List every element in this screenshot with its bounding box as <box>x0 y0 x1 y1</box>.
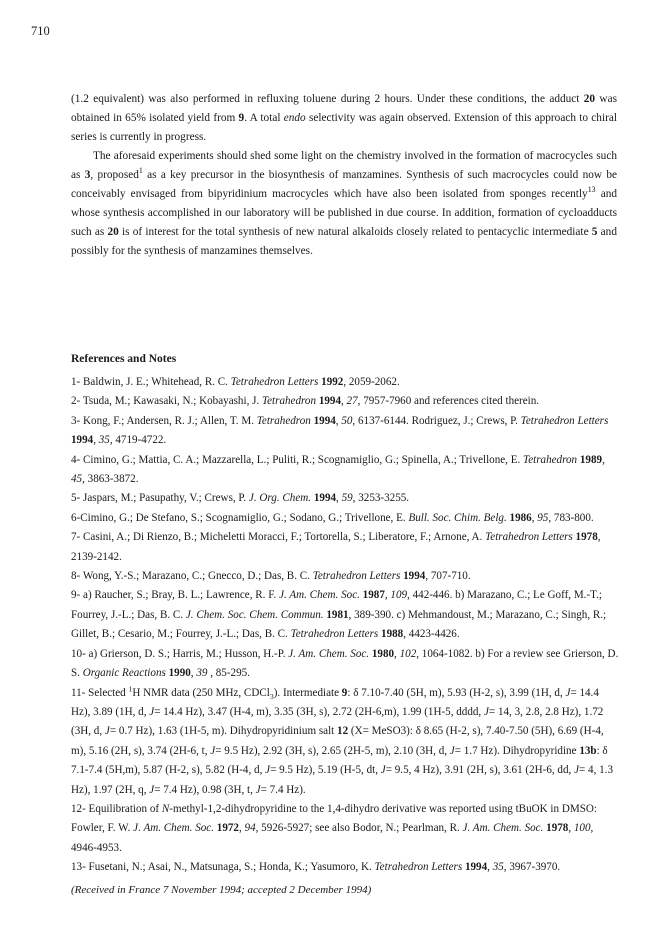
bold-run: 1972 <box>216 822 239 835</box>
italic-run: J <box>380 764 386 777</box>
text-run: 3- Kong, F.; Andersen, R. J.; Allen, T. M. <box>71 414 257 427</box>
italic-run: Bull. Soc. Chim. Belg. <box>408 511 507 524</box>
text-run: = 14, 3, 2.8, 2.8 Hz), 1.72 (3H, d, <box>71 705 604 738</box>
italic-run: J <box>265 764 271 777</box>
text-run: , 4719-4722. <box>109 434 167 447</box>
text-run: 8- Wong, Y.-S.; Marazano, C.; Gnecco, D.; Das, B. C. <box>71 570 313 583</box>
italic-run: Tetrahedron <box>261 395 317 408</box>
text-run: 6-Cimino, G.; De Stefano, S.; Scognamiglio, G.; Sodano, G.; Trivellone, E. <box>71 511 409 524</box>
text-run: , proposed <box>90 169 139 181</box>
italic-run: Tetrahedron <box>523 453 578 466</box>
text-run: , <box>190 667 197 680</box>
text-run: , 442-446. b) Marazano, C.; Le Goff, M.-T.; Fourrey, J.-L.; Das, B. C. <box>71 589 602 621</box>
text-run: (1.2 equivalent) was also performed in refluxing toluene during 2 hours. Under these conditions, the adduct <box>71 93 584 105</box>
text-run: , <box>384 589 391 602</box>
text-run: 2- Tsuda, M.; Kawasaki, N.; Kobayashi, J. <box>71 395 262 408</box>
italic-run: 100 <box>573 822 591 835</box>
text-run: , <box>394 647 400 660</box>
text-run: 13- Fusetani, N.; Asai, N., Matsunaga, S.; Honda, K.; Yasumoro, K. <box>71 861 375 874</box>
text-run: : δ 7.1-7.4 (5H,m), 5.87 (H-2, s), 5.82 (H-4, d, <box>71 744 608 777</box>
italic-run: 27 <box>346 395 358 408</box>
italic-run: J. Chem. Soc. Chem. Commun. <box>185 608 324 621</box>
text-run: , <box>602 453 605 466</box>
bold-run: 1978 <box>575 531 598 544</box>
text-run: , 7957-7960 and references cited therein. <box>357 395 540 408</box>
italic-run: J. Am. Chem. Soc. <box>462 822 544 835</box>
text-run: , <box>487 861 493 874</box>
text-run: = 7.4 Hz), 0.98 (3H, t, <box>154 783 256 796</box>
bold-run: 20 <box>107 226 119 238</box>
superscript-run: 13 <box>587 185 596 195</box>
bold-run: 1990 <box>168 667 191 680</box>
italic-run: 35 <box>492 861 504 874</box>
bold-run: 1994 <box>71 434 94 447</box>
text-run: , <box>568 822 574 835</box>
text-run: 12- Equilibration of <box>71 802 162 815</box>
text-run: = 9.5, 4 Hz), 3.91 (2H, s), 3.61 (2H-6, dd, <box>385 764 575 777</box>
text-run: , 5926-5927; see also Bodor, N.; Pearlman, R. <box>255 822 463 835</box>
italic-run: 39 <box>196 667 208 680</box>
bold-run: 1978 <box>546 822 569 835</box>
text-run: , <box>93 434 99 447</box>
references-heading: References and Notes <box>71 353 177 365</box>
reference-item <box>71 858 619 877</box>
bold-run: 1981 <box>326 608 349 621</box>
text-run: , 3253-3255. <box>352 492 410 505</box>
text-run: The aforesaid experiments should shed some light on the chemistry involved in the formation of macrocycles such as <box>71 150 617 181</box>
italic-run: J <box>210 744 216 757</box>
italic-run: J <box>483 705 489 718</box>
italic-run: J. Am. Chem. Soc. <box>133 822 214 835</box>
bold-run: 1994 <box>318 395 341 408</box>
text-run: ). Intermediate <box>273 686 342 699</box>
text-run: = 14.4 Hz), 3.89 (1H, d, <box>71 686 599 718</box>
reference-item <box>71 528 619 567</box>
text-run: , 85-295. <box>207 667 250 680</box>
text-run: as a key precursor in the biosynthesis of manzamines. Synthesis of such macrocycles could now be conceivably envisaged from bipyridinium macrocycles which have also been isolated from sponges recently <box>71 169 617 200</box>
italic-run: Tetrahedron Letters <box>290 628 379 641</box>
text-run: . A total <box>244 112 284 124</box>
italic-run: 102 <box>399 647 417 660</box>
reference-item <box>71 489 619 508</box>
text-run: 1- Baldwin, J. E.; Whitehead, R. C. <box>71 376 231 388</box>
text-run: selectivity was again observed. Extension of this approach to chiral series is currently in progress. <box>71 112 617 143</box>
text-run: = 0.7 Hz), 1.63 (1H-5, m). Dihydropyridinium salt <box>109 725 338 738</box>
bold-run: 1989 <box>579 453 603 466</box>
text-run: , <box>335 414 342 427</box>
text-run: = 4, 1.3 Hz), 1.97 (2H, q, <box>71 764 614 796</box>
italic-run: J <box>149 783 155 796</box>
text-run: = 1.7 Hz). Dihydropyridine <box>454 744 580 757</box>
italic-run: 35 <box>98 434 110 447</box>
text-run: 5- Jaspars, M.; Pasupathy, V.; Crews, P. <box>71 492 249 505</box>
bold-run: 1994 <box>313 414 336 427</box>
italic-run: J <box>149 705 155 718</box>
text-run: was obtained in 65% isolated yield from <box>71 93 617 124</box>
italic-run: Organic Reactions <box>82 667 166 680</box>
text-run: , 4946-4953. <box>71 822 594 854</box>
page-number: 710 <box>31 24 50 38</box>
text-run: , <box>336 492 342 505</box>
italic-run: J <box>104 725 110 738</box>
text-run: and whose synthesis accomplished in our laboratory will be published in due course. In addition, formation of cycloadducts such as <box>71 188 618 238</box>
bold-run: 20 <box>583 93 596 105</box>
bold-run: 9 <box>238 112 245 124</box>
text-run: 7- Casini, A.; Di Rienzo, B.; Micheletti Moracci, F.; Tortorella, S.; Liberatore, F.; Arnone, A. <box>71 531 486 544</box>
italic-run: J. Am. Chem. Soc. <box>288 647 370 660</box>
text-run: , 1064-1082. b) For a review see Grierson, D. S. <box>71 647 619 680</box>
text-run: , <box>238 822 245 835</box>
body-text <box>71 90 617 261</box>
bold-run: 13b <box>579 744 597 757</box>
reference-item <box>71 800 619 858</box>
italic-run: 95 <box>537 511 549 524</box>
text-run: (Received in France 7 November 1994; accepted 2 December 1994) <box>71 884 372 896</box>
text-run: = 7.4 Hz). <box>260 783 306 796</box>
bold-run: 1980 <box>371 647 395 660</box>
text-run: , 707-710. <box>425 570 471 583</box>
italic-run: Tetrahedron Letters <box>520 414 609 427</box>
bold-run: 1987 <box>362 589 385 602</box>
reference-item <box>71 392 619 411</box>
paragraph-2 <box>71 147 617 261</box>
text-run: and possibly for the synthesis of manzamines themselves. <box>71 226 617 257</box>
bold-run: 1994 <box>313 492 337 505</box>
text-run: = 9.5 Hz), 2.92 (3H, s), 2.65 (2H-5, m), 2.10 (3H, d, <box>215 744 450 757</box>
italic-run: 94 <box>244 822 256 835</box>
references-list <box>71 373 619 878</box>
reference-item <box>71 586 619 644</box>
italic-run: 109 <box>390 589 408 602</box>
superscript-run: 1 <box>138 166 143 176</box>
text-run: = 9.5 Hz), 5.19 (H-5, dt, <box>270 764 381 777</box>
text-run: , 3863-3872. <box>82 473 139 486</box>
italic-run: Tetrahedron Letters <box>374 861 463 874</box>
bold-run: 1994 <box>464 861 488 874</box>
italic-run: Tetrahedron <box>256 414 311 427</box>
italic-run: J <box>565 686 571 699</box>
bold-run: 12 <box>337 725 349 738</box>
bold-run: 1986 <box>509 511 532 524</box>
text-run: , 783-800. <box>548 511 594 524</box>
italic-run: Tetrahedron Letters <box>312 570 401 583</box>
italic-run: J <box>574 764 580 777</box>
text-run: H NMR data (250 MHz, CDCl <box>132 686 270 699</box>
italic-run: Tetrahedron Letters <box>485 531 573 544</box>
reference-item <box>71 645 619 684</box>
italic-run: 59 <box>341 492 353 505</box>
italic-run: 50 <box>341 414 353 427</box>
text-run: (X= MeSO3): δ 8.65 (H-2, s), 7.40-7.50 (5H), 6.69 (H-4, m), 5.16 (2H, s), 3.74 (2H-6, t, <box>71 725 604 757</box>
bold-run: 9 <box>341 686 348 699</box>
italic-run: J. Org. Chem. <box>248 492 312 505</box>
paragraph-1 <box>71 90 617 147</box>
italic-run: J <box>449 744 455 757</box>
text-run: : δ 7.10-7.40 (5H, m), 5.93 (H-2, s), 3.99 (1H, d, <box>347 686 566 699</box>
italic-run: endo <box>283 112 306 124</box>
text-run: = 14.4 Hz), 3.47 (H-4, m), 3.35 (3H, s), 2.72 (2H-6,m), 1.99 (1H-5, dddd, <box>154 705 484 718</box>
text-run: , 2139-2142. <box>71 531 601 563</box>
text-run: , 6137-6144. Rodriguez, J.; Crews, P. <box>352 414 521 427</box>
subscript-run: 3 <box>269 691 274 701</box>
reference-item <box>71 451 619 490</box>
text-run: 9- a) Raucher, S.; Bray, B. L.; Lawrence, R. F. <box>71 589 280 602</box>
bold-run: 1988 <box>381 628 404 641</box>
text-run: 10- a) Grierson, D. S.; Harris, M.; Husson, H.-P. <box>71 647 289 660</box>
italic-run: J <box>255 783 261 796</box>
reference-item <box>71 684 619 800</box>
superscript-run: 1 <box>128 683 133 693</box>
text-run: 4- Cimino, G.; Mattia, C. A.; Mazzarella, L.; Puliti, R.; Scognamiglio, G.; Spinella, A.; Trivellone, E. <box>71 453 524 466</box>
italic-run: Tetrahedron Letters <box>230 376 319 388</box>
text-run: , 389-390. c) Mehmandoust, M.; Marazano, C.; Singh, R.; Gillet, B.; Cesario, M.; Fourrey, J.-L.; Das, B. C. <box>71 608 607 641</box>
reference-item <box>71 373 619 392</box>
text-run: -methyl-1,2-dihydropyridine to the 1,4-dihydro derivative was reported using tBuOK in DMSO: Fowler, F. W. <box>71 802 597 835</box>
text-run: is of interest for the total synthesis of new natural alkaloids closely related to pentacyclic intermediate <box>118 226 592 238</box>
bold-run: 1994 <box>403 570 426 583</box>
reference-item <box>71 509 619 528</box>
italic-run: 45 <box>71 473 83 486</box>
text-run: , <box>341 395 347 408</box>
bold-run: 1992 <box>321 376 344 388</box>
text-run: 11- Selected <box>71 686 129 699</box>
text-run: , 3967-3970. <box>503 861 561 874</box>
italic-run: N <box>161 802 170 815</box>
italic-run: J. Am. Chem. Soc. <box>279 589 360 602</box>
received-note <box>71 884 371 896</box>
reference-item <box>71 412 619 451</box>
text-run: , 4423-4426. <box>403 628 460 641</box>
reference-item <box>71 567 619 586</box>
bold-run: 3 <box>84 169 91 181</box>
bold-run: 5 <box>591 226 598 238</box>
text-run: , <box>531 511 538 524</box>
text-run: , 2059-2062. <box>343 376 400 388</box>
